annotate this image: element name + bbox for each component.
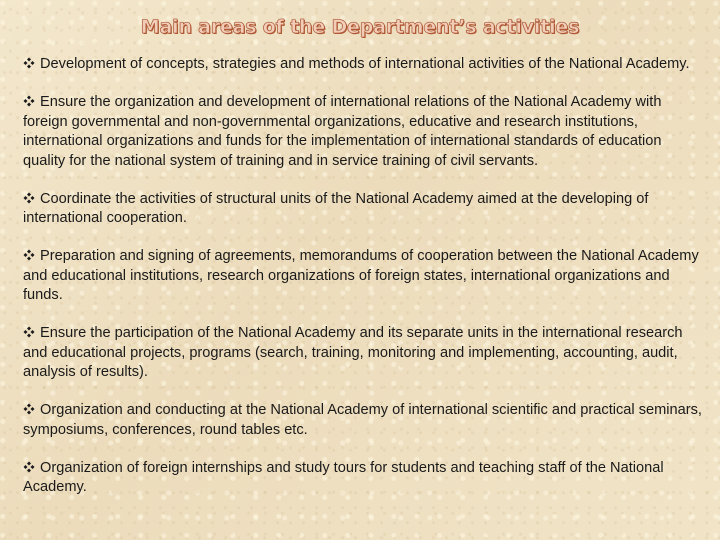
four-diamond-bullet-icon [23,95,35,107]
list-item [23,93,703,171]
list-item [23,247,703,306]
list-item [23,190,703,229]
four-diamond-bullet-icon [23,57,35,69]
four-diamond-bullet-icon [23,326,35,338]
list-item [23,324,703,383]
list-item-text: Development of concepts, strategies and methods of international activities of the National Academy. [40,56,690,72]
four-diamond-bullet-icon [23,461,35,473]
four-diamond-bullet-icon [23,192,35,204]
list-item-text: Preparation and signing of agreements, memorandums of cooperation between the National Academy and educational institutions, research organizations of foreign states, international organizations and funds. [23,248,699,303]
list-item-text: Ensure the organization and development of international relations of the National Academy with foreign governmental and non-governmental organizations, educative and research institutions, international organizations and funds for the implementation of international standards of education quality for the national system of training and in service training of civil servants. [23,94,662,169]
list-item [23,459,703,498]
list-item-text: Coordinate the activities of structural units of the National Academy aimed at the developing of international cooperation. [23,190,649,226]
list-item-text: Ensure the participation of the National Academy and its separate units in the international research and educational projects, programs (search, training, monitoring and implementing, accounting, audit, analysis of results). [23,325,683,380]
activities-list [23,55,703,516]
list-item-text: Organization of foreign internships and study tours for students and teaching staff of the National Academy. [23,459,664,495]
list-item [23,55,703,75]
list-item [23,401,703,440]
four-diamond-bullet-icon [23,403,35,415]
page-title: Main areas of the Department’s activities [140,16,580,38]
list-item-text: Organization and conducting at the National Academy of international scientific and practical seminars, symposiums, conferences, round tables etc. [23,402,702,438]
four-diamond-bullet-icon [23,249,35,261]
